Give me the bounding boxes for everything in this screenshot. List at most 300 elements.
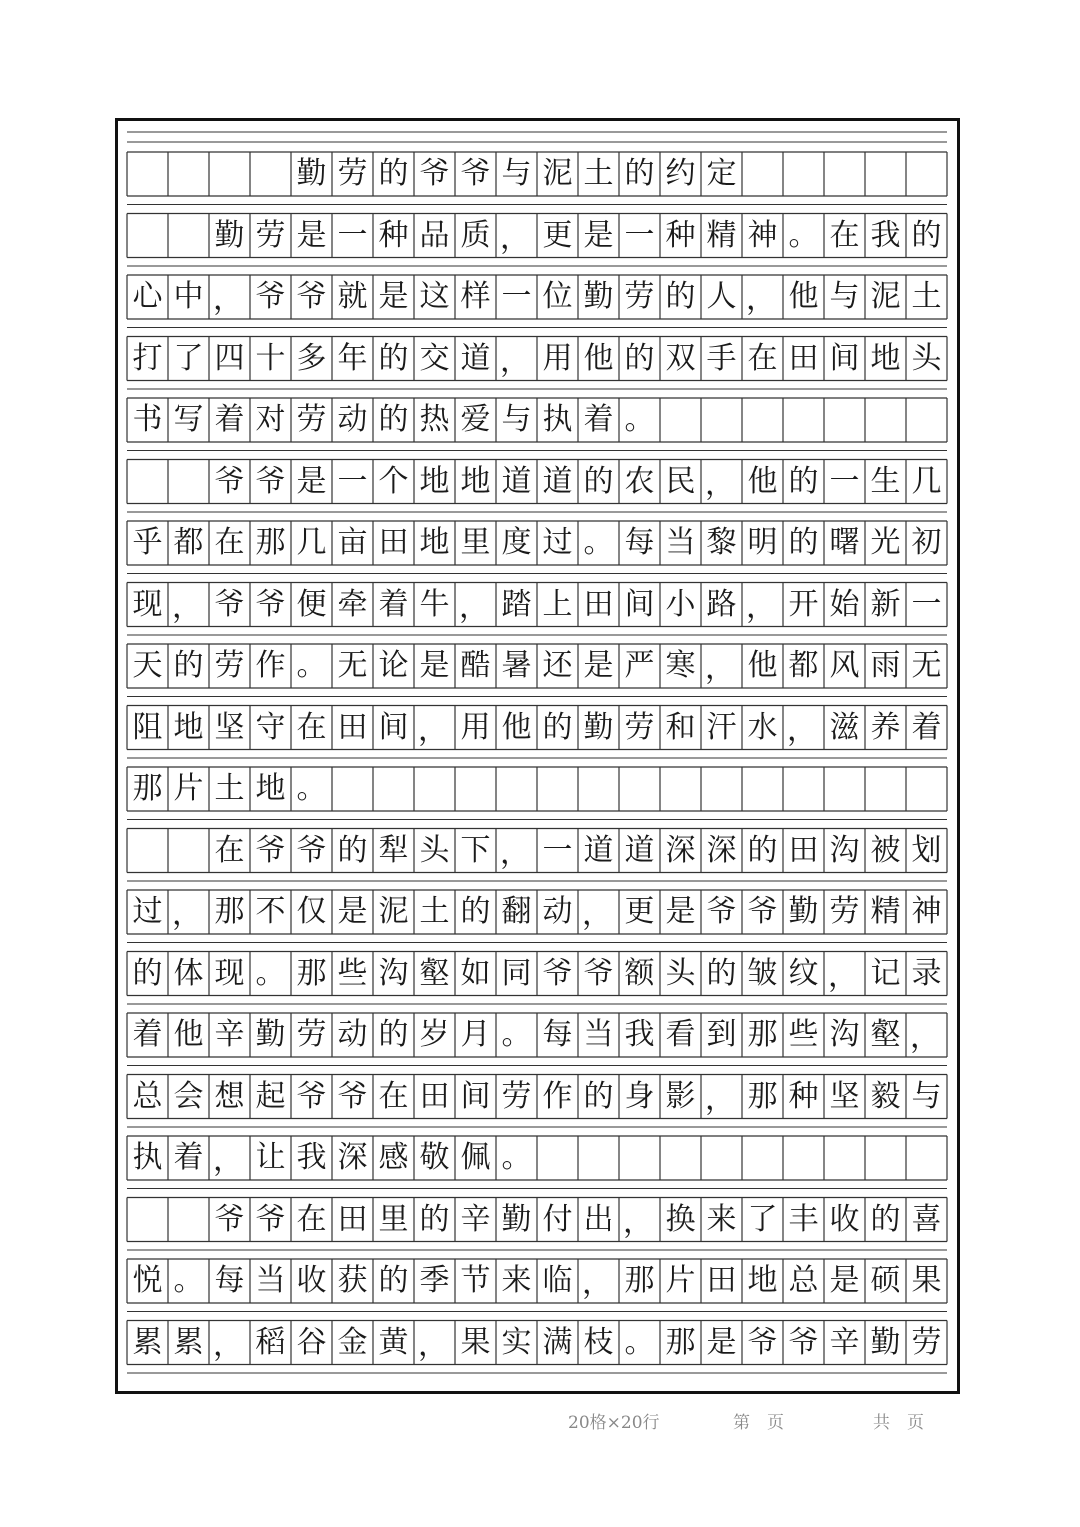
grid-character: 了 [173, 340, 204, 376]
grid-character: 无 [911, 648, 942, 683]
grid-character: 的 [460, 894, 491, 929]
grid-character: 一 [829, 463, 860, 499]
grid-character: 间 [378, 709, 409, 745]
grid-character: 守 [255, 709, 286, 745]
grid-character: 。 [501, 1140, 532, 1175]
grid-character: 过 [132, 894, 163, 929]
grid-character: 新 [870, 586, 901, 622]
grid-character: 道 [501, 463, 532, 499]
grid-character: 体 [173, 955, 204, 991]
grid-character: 田 [788, 340, 819, 376]
grid-character: 坚 [829, 1078, 860, 1114]
grid-character: 样 [460, 279, 491, 314]
grid-character: 寒 [665, 648, 696, 683]
grid-character: 勤 [214, 217, 245, 253]
grid-character: 动 [337, 1017, 368, 1052]
grid-character: 爷 [255, 279, 286, 314]
grid-character: 曙 [829, 525, 860, 560]
grid-character: 同 [501, 955, 532, 991]
grid-character: 执 [542, 402, 573, 437]
grid-character: 用 [460, 709, 491, 745]
grid-character: 爱 [460, 402, 491, 437]
grid-character: 的 [911, 217, 942, 253]
grid-character: 是 [378, 279, 409, 314]
grid-character: 勤 [583, 279, 614, 314]
grid-character: 手 [706, 340, 737, 376]
grid-character: 毅 [870, 1078, 901, 1114]
grid-character: 定 [706, 156, 737, 191]
grid-character: 当 [583, 1017, 614, 1052]
grid-character: 里 [460, 525, 491, 560]
grid-character: 累 [173, 1324, 204, 1360]
grid-character: 那 [665, 1324, 696, 1360]
grid-character: 劳 [296, 1017, 327, 1052]
grid-character: 他 [583, 340, 614, 376]
grid-character: 我 [870, 217, 901, 253]
grid-character: 道 [542, 463, 573, 499]
grid-character: 爷 [747, 1324, 778, 1360]
grid-character: 是 [337, 894, 368, 929]
grid-character: 在 [214, 525, 245, 560]
grid-character: 心 [132, 279, 163, 314]
grid-character: 付 [542, 1201, 573, 1237]
grid-character: 头 [419, 832, 450, 868]
grid-character: 精 [706, 217, 737, 253]
grid-character: 雨 [870, 648, 901, 683]
grid-character: 道 [460, 340, 491, 376]
grid-character: 与 [829, 279, 860, 314]
grid-character: 道 [624, 832, 655, 868]
grid-character: 爷 [296, 279, 327, 314]
grid-character: 书 [132, 402, 163, 437]
grid-character: 辛 [829, 1324, 860, 1360]
grid-character: 了 [747, 1201, 778, 1237]
grid-character: 获 [337, 1263, 368, 1298]
grid-character: 爷 [296, 832, 327, 868]
grid-character: 沟 [829, 832, 860, 868]
grid-character: 劳 [214, 648, 245, 683]
grid-character: 爷 [255, 586, 286, 622]
grid-character: 金 [337, 1324, 368, 1360]
grid-character: 都 [788, 648, 819, 683]
grid-character: 年 [337, 340, 368, 376]
grid-character: 他 [747, 648, 778, 683]
grid-character: 爷 [255, 1201, 286, 1237]
grid-character: 沟 [829, 1017, 860, 1052]
grid-character: 犁 [378, 832, 409, 868]
grid-character: ， [582, 1266, 612, 1301]
grid-character: 土 [419, 894, 450, 929]
grid-character: 爷 [706, 894, 737, 929]
grid-character: 那 [132, 771, 163, 806]
grid-character: 累 [132, 1324, 163, 1360]
grid-character: 度 [501, 525, 532, 560]
grid-character: 与 [501, 402, 532, 437]
grid-character: 他 [173, 1017, 204, 1052]
grid-character: ， [705, 651, 735, 686]
grid-character: 神 [911, 894, 942, 929]
grid-character: 实 [501, 1324, 532, 1360]
grid-character: 着 [911, 709, 942, 745]
grid-character: 被 [870, 832, 901, 868]
grid-character: 稻 [255, 1324, 286, 1360]
grid-character: 地 [870, 340, 901, 376]
grid-character: 地 [173, 709, 204, 745]
grid-character: 与 [911, 1078, 942, 1114]
grid-character: 一 [501, 279, 532, 314]
grid-character: 的 [788, 463, 819, 499]
grid-character: 种 [788, 1078, 819, 1114]
grid-character: 当 [255, 1263, 286, 1298]
page-footer [0, 1408, 1080, 1432]
grid-character: ， [500, 220, 530, 256]
grid-character: 是 [296, 463, 327, 499]
grid-character: 过 [542, 525, 573, 560]
grid-character: ， [418, 712, 448, 748]
grid-character: 劳 [624, 709, 655, 745]
grid-character: 硕 [870, 1263, 901, 1298]
grid-character: 人 [706, 279, 737, 314]
grid-character: 不 [255, 894, 286, 929]
grid-character: 敬 [419, 1140, 450, 1175]
grid-character: 身 [624, 1078, 655, 1114]
grid-character: 种 [378, 217, 409, 253]
grid-character: 。 [173, 1263, 204, 1298]
grid-character: 多 [296, 340, 327, 376]
grid-character: 劳 [829, 894, 860, 929]
grid-character: 田 [706, 1263, 737, 1298]
grid-character: ， [172, 589, 202, 625]
grid-character: 那 [214, 894, 245, 929]
grid-character: ， [746, 589, 776, 625]
grid-character: 满 [542, 1324, 573, 1360]
grid-character: 劳 [255, 217, 286, 253]
grid-character: 田 [419, 1078, 450, 1114]
grid-character: 滋 [829, 709, 860, 745]
grid-character: 录 [911, 955, 942, 991]
grid-character: 让 [255, 1140, 286, 1175]
grid-character: 的 [378, 402, 409, 437]
grid-character: 。 [624, 1324, 655, 1360]
grid-character: 个 [378, 463, 409, 499]
grid-character: 几 [911, 463, 942, 499]
grid-character: 热 [419, 402, 450, 437]
grid-character: 月 [460, 1017, 491, 1052]
grid-character: 在 [214, 832, 245, 868]
grid-character: 作 [542, 1078, 573, 1114]
grid-character: 季 [419, 1263, 450, 1298]
grid-character: 那 [747, 1078, 778, 1114]
grid-character: 收 [829, 1201, 860, 1237]
grid-character: 我 [296, 1140, 327, 1175]
grid-character: 在 [829, 217, 860, 253]
grid-character: 头 [911, 340, 942, 376]
grid-character: 换 [665, 1201, 696, 1237]
grid-character: 爷 [296, 1078, 327, 1114]
grid-character: 的 [624, 156, 655, 191]
grid-character: 生 [870, 463, 901, 499]
grid-character: 爷 [542, 955, 573, 991]
grid-character: 牛 [419, 586, 450, 622]
grid-character: 地 [255, 771, 286, 806]
grid-character: 一 [624, 217, 655, 253]
grid-character: 壑 [870, 1017, 901, 1052]
grid-character: 爷 [337, 1078, 368, 1114]
grid-character: ， [787, 712, 817, 748]
grid-character: 品 [419, 217, 450, 253]
grid-character: 的 [378, 340, 409, 376]
grid-character: 每 [214, 1263, 245, 1298]
grid-character: 民 [665, 463, 696, 499]
grid-character: 他 [788, 279, 819, 314]
grid-character: 劳 [624, 279, 655, 314]
grid-character: 他 [747, 463, 778, 499]
grid-character: 的 [747, 832, 778, 868]
grid-character: 起 [255, 1078, 286, 1114]
grid-character: 还 [542, 648, 573, 683]
grid-character: 的 [583, 463, 614, 499]
grid-character: 在 [296, 709, 327, 745]
grid-character: 开 [788, 586, 819, 622]
grid-character: 爷 [255, 463, 286, 499]
grid-character: 我 [624, 1017, 655, 1052]
grid-character: 动 [542, 894, 573, 929]
grid-character: 额 [624, 955, 655, 991]
grid-character: 是 [419, 648, 450, 683]
grid-character: 的 [542, 709, 573, 745]
grid-character: 在 [296, 1201, 327, 1237]
grid-spec-label: 20格×20行 [568, 1413, 660, 1433]
grid-character: 着 [132, 1017, 163, 1052]
grid-character: 地 [419, 463, 450, 499]
grid-character: 双 [665, 340, 696, 376]
grid-character: 约 [665, 156, 696, 191]
grid-character: 位 [542, 279, 573, 314]
grid-character: 天 [132, 648, 163, 683]
grid-character: 光 [870, 525, 901, 560]
grid-character: 感 [378, 1140, 409, 1175]
grid-character: 酷 [460, 648, 491, 683]
grid-character: 爷 [214, 1201, 245, 1237]
grid-character: 果 [911, 1263, 942, 1298]
grid-character: 皱 [747, 955, 778, 991]
grid-character: 亩 [337, 525, 368, 560]
grid-character: 这 [419, 279, 450, 314]
grid-character: 深 [665, 832, 696, 868]
grid-character: 间 [624, 586, 655, 622]
grid-character: 来 [501, 1263, 532, 1298]
grid-character: 是 [706, 1324, 737, 1360]
grid-character: 上 [542, 586, 573, 622]
grid-character: 执 [132, 1140, 163, 1175]
grid-character: 每 [542, 1017, 573, 1052]
grid-character: 土 [911, 279, 942, 314]
grid-character: 片 [665, 1263, 696, 1298]
grid-character: 劳 [296, 402, 327, 437]
grid-character: 些 [788, 1017, 819, 1052]
grid-character: 辛 [214, 1017, 245, 1052]
grid-character: 小 [665, 586, 696, 622]
grid-character: 到 [706, 1017, 737, 1052]
grid-character: 阻 [132, 709, 163, 745]
grid-character: 间 [829, 340, 860, 376]
grid-character: 劳 [501, 1078, 532, 1114]
grid-character: 论 [378, 648, 409, 683]
grid-character: 泥 [378, 894, 409, 929]
grid-character: 的 [378, 1017, 409, 1052]
grid-character: ， [459, 589, 489, 625]
grid-character: 壑 [419, 955, 450, 991]
grid-character: 。 [624, 402, 655, 437]
grid-character: 坚 [214, 709, 245, 745]
grid-character: 泥 [870, 279, 901, 314]
grid-character: 那 [255, 525, 286, 560]
grid-character: 的 [583, 1078, 614, 1114]
grid-character: 是 [583, 648, 614, 683]
grid-character: 看 [665, 1017, 696, 1052]
grid-character: 田 [378, 525, 409, 560]
grid-character: 影 [665, 1078, 696, 1114]
grid-character: 头 [665, 955, 696, 991]
grid-character: 动 [337, 402, 368, 437]
grid-character: 地 [747, 1263, 778, 1298]
grid-character: 。 [501, 1017, 532, 1052]
grid-character: 四 [214, 340, 245, 376]
grid-character: 道 [583, 832, 614, 868]
grid-character: 明 [747, 525, 778, 560]
grid-character: 那 [296, 955, 327, 991]
grid-character: 些 [337, 955, 368, 991]
grid-character: 的 [870, 1201, 901, 1237]
grid-character: 的 [173, 648, 204, 683]
grid-character: 神 [747, 217, 778, 253]
grid-character: 。 [296, 771, 327, 806]
grid-character: 总 [132, 1078, 163, 1114]
grid-character: 那 [747, 1017, 778, 1052]
grid-character: 土 [583, 156, 614, 191]
grid-character: 如 [460, 955, 491, 991]
grid-character: 勤 [296, 156, 327, 191]
grid-character: 的 [132, 955, 163, 991]
grid-character: 岁 [419, 1017, 450, 1052]
grid-character: 深 [337, 1140, 368, 1175]
grid-character: 是 [829, 1263, 860, 1298]
grid-character: 暑 [501, 648, 532, 683]
grid-character: 。 [788, 217, 819, 253]
grid-character: 田 [788, 832, 819, 868]
grid-character: 的 [337, 832, 368, 868]
grid-character: 勤 [788, 894, 819, 929]
grid-character: 地 [460, 463, 491, 499]
grid-character: 记 [870, 955, 901, 991]
grid-character: 翻 [501, 894, 532, 929]
grid-character: 现 [214, 955, 245, 991]
grid-character: 勤 [583, 709, 614, 745]
grid-character: 更 [624, 894, 655, 929]
grid-character: 对 [255, 402, 286, 437]
grid-character: 爷 [214, 586, 245, 622]
grid-character: 种 [665, 217, 696, 253]
grid-character: 地 [419, 525, 450, 560]
grid-character: ， [623, 1204, 653, 1240]
grid-character: 作 [255, 648, 286, 683]
grid-character: 爷 [747, 894, 778, 929]
grid-character: 一 [337, 217, 368, 253]
grid-character: 田 [337, 1201, 368, 1237]
grid-character: 风 [829, 648, 860, 683]
grid-character: 是 [583, 217, 614, 253]
grid-character: 的 [706, 955, 737, 991]
grid-character: 勤 [870, 1324, 901, 1360]
grid-character: ， [746, 282, 776, 317]
grid-character: ， [213, 1327, 243, 1363]
grid-character: 爷 [460, 156, 491, 191]
grid-character: ， [418, 1327, 448, 1363]
grid-character: ， [705, 1081, 735, 1117]
grid-character: 。 [583, 525, 614, 560]
grid-character: 爷 [583, 955, 614, 991]
grid-character: 一 [542, 832, 573, 868]
grid-character: 与 [501, 156, 532, 191]
grid-character: 十 [255, 340, 286, 376]
grid-character: 严 [624, 648, 655, 683]
grid-character: 想 [214, 1078, 245, 1114]
grid-character: 交 [419, 340, 450, 376]
grid-character: ， [705, 466, 735, 502]
grid-character: 一 [911, 586, 942, 622]
grid-character: 一 [337, 463, 368, 499]
grid-character: 谷 [296, 1324, 327, 1360]
grid-character: 下 [460, 832, 491, 868]
grid-character: 的 [788, 525, 819, 560]
grid-character: 划 [911, 832, 942, 868]
grid-character: 泥 [542, 156, 573, 191]
grid-character: 辛 [460, 1201, 491, 1237]
grid-character: 总 [788, 1263, 819, 1298]
grid-character: 出 [583, 1201, 614, 1237]
grid-character: 纹 [788, 955, 819, 991]
grid-character: 当 [665, 525, 696, 560]
grid-character: 几 [296, 525, 327, 560]
grid-character: 质 [460, 217, 491, 253]
grid-character: 是 [665, 894, 696, 929]
grid-character: 会 [173, 1078, 204, 1114]
grid-character: 果 [460, 1324, 491, 1360]
grid-character: 临 [542, 1263, 573, 1298]
grid-character: 勤 [501, 1201, 532, 1237]
grid-character: 土 [214, 771, 245, 806]
grid-character: 水 [747, 709, 778, 745]
grid-character: 打 [132, 340, 163, 376]
grid-character: 更 [542, 217, 573, 253]
grid-character: ， [500, 343, 530, 379]
grid-character: 沟 [378, 955, 409, 991]
grid-character: 和 [665, 709, 696, 745]
grid-character: 爷 [419, 156, 450, 191]
grid-character: 仅 [296, 894, 327, 929]
grid-character: 着 [583, 402, 614, 437]
grid-character: 现 [132, 586, 163, 622]
grid-character: ， [213, 1143, 243, 1178]
grid-character: 田 [337, 709, 368, 745]
total-pages-label: 共 页 [873, 1413, 924, 1433]
grid-character: ， [828, 958, 858, 994]
grid-character: 片 [173, 771, 204, 806]
grid-character: 的 [665, 279, 696, 314]
grid-character: 爷 [255, 832, 286, 868]
grid-character: 是 [296, 217, 327, 253]
grid-character: 每 [624, 525, 655, 560]
